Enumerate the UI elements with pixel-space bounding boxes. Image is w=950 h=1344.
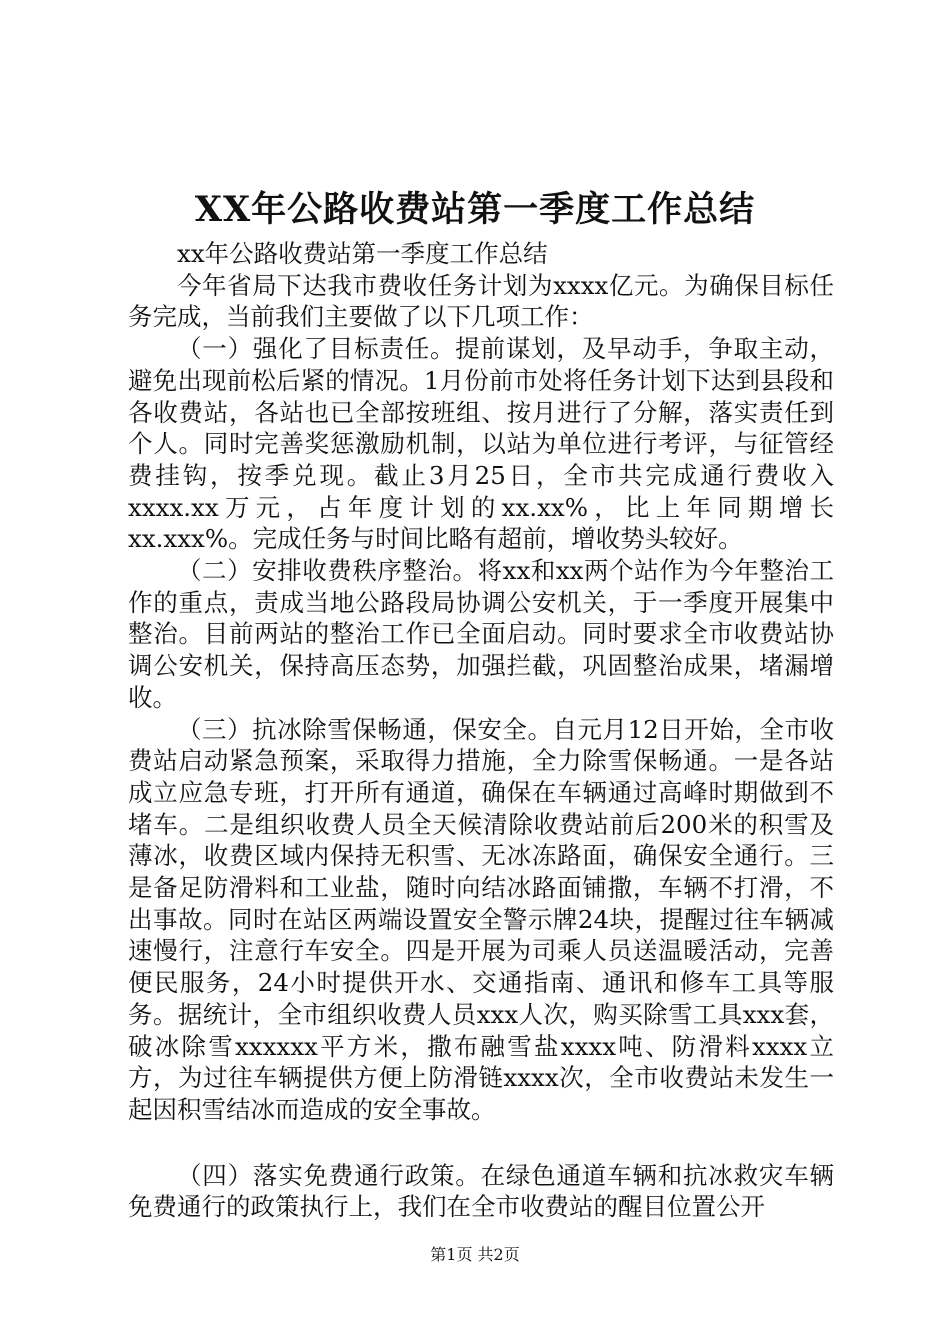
document-body (128, 238, 834, 1223)
section-one-paragraph: （一）强化了目标责任。提前谋划，及早动手，争取主动，避免出现前松后紧的情况。1月份前市处将任务计划下达到县段和各收费站，各站也已全部按班组、按月进行了分解，落实责任到个人。同时完善奖惩激励机制，以站为单位进行考评，与征管经费挂钩，按季兑现。截止3月25日，全市共完成通行费收入xxxx.xx万元，占年度计划的xx.xx%，比上年同期增长xx.xxx%。完成任务与时间比略有超前，增收势头较好。 (128, 334, 834, 554)
document-subtitle: xx年公路收费站第一季度工作总结 (177, 239, 548, 268)
intro-paragraph: 今年省局下达我市费收任务计划为xxxx亿元。为确保目标任务完成，当前我们主要做了以下几项工作： (128, 270, 834, 332)
section-three-paragraph: （三）抗冰除雪保畅通，保安全。自元月12日开始，全市收费站启动紧急预案，采取得力措施，全力除雪保畅通。一是各站成立应急专班，打开所有通道，确保在车辆通过高峰时期做到不堵车。二是组织收费人员全天候清除收费站前后200米的积雪及薄冰，收费区域内保持无积雪、无冰冻路面，确保安全通行。三是备足防滑料和工业盐，随时向结冰路面铺撒，车辆不打滑，不出事故。同时在站区两端设置安全警示牌24块，提醒过往车辆减速慢行，注意行车安全。四是开展为司乘人员送温暖活动，完善便民服务，24小时提供开水、交通指南、通讯和修车工具等服务。据统计，全市组织收费人员xxx人次，购买除雪工具xxx套，破冰除雪xxxxxx平方米，撒布融雪盐xxxx吨、防滑料xxxx立方，为过往车辆提供方便上防滑链xxxx次，全市收费站未发生一起因积雪结冰而造成的安全事故。 (128, 714, 834, 1124)
section-two-paragraph: （二）安排收费秩序整治。将xx和xx两个站作为今年整治工作的重点，责成当地公路段局协调公安机关，于一季度开展集中整治。目前两站的整治工作已全面启动。同时要求全市收费站协调公安机关，保持高压态势，加强拦截，巩固整治成果，堵漏增收。 (128, 556, 834, 712)
page-footer: 第1页 共2页 (430, 1245, 520, 1264)
document-title: XX年公路收费站第一季度工作总结 (194, 189, 756, 230)
section-four-paragraph: （四）落实免费通行政策。在绿色通道车辆和抗冰救灾车辆免费通行的政策执行上，我们在全市收费站的醒目位置公开 (128, 1160, 834, 1222)
